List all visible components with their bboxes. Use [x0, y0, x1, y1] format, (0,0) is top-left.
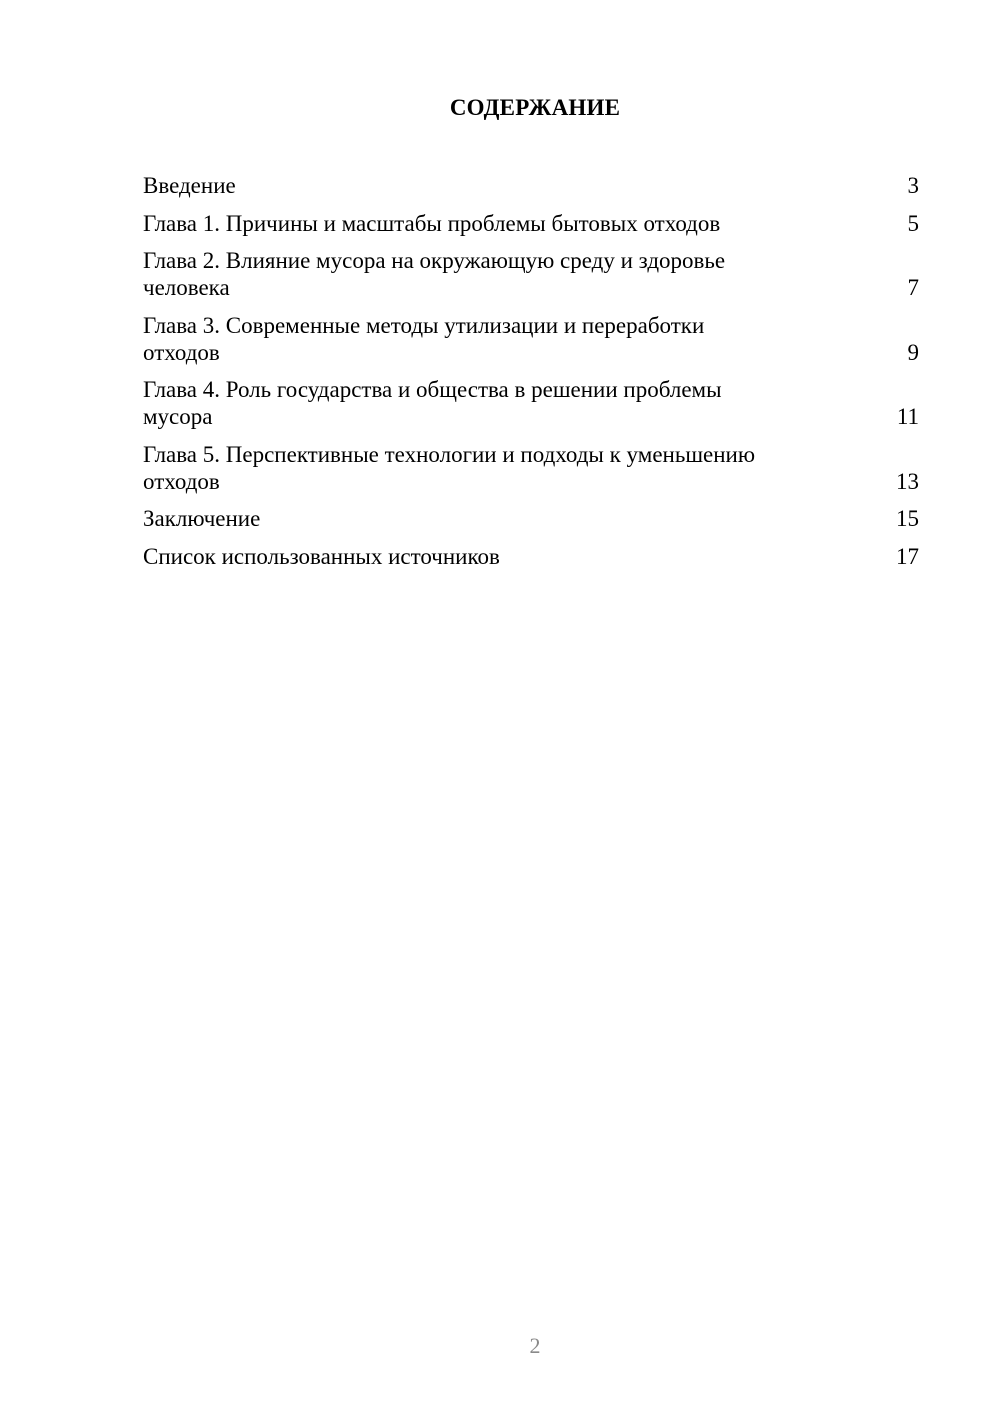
toc-entry-chapter-2[interactable]: [143, 247, 919, 301]
toc-entry-introduction[interactable]: [143, 172, 919, 199]
toc-entry-title: Введение: [143, 173, 236, 198]
toc-entry-conclusion[interactable]: [143, 505, 919, 532]
toc-entry-page: 5: [907, 210, 919, 236]
toc-entry-page: 15: [896, 506, 919, 531]
toc-entry-title: Глава 5. Перспективные технологии и подходы к уменьшению отходов: [143, 441, 756, 494]
toc-entry-title: Глава 4. Роль государства и общества в решении проблемы мусора: [143, 377, 722, 429]
toc-entry-title: Глава 2. Влияние мусора на окружающую среду и здоровье человека: [143, 248, 726, 300]
toc-entry-references[interactable]: [143, 543, 919, 570]
page-title: СОДЕРЖАНИЕ: [449, 95, 621, 120]
toc-entry-title: Заключение: [143, 506, 261, 531]
page-number: 2: [529, 1333, 541, 1358]
toc-entry-page: 13: [896, 468, 919, 494]
toc-entry-page: 9: [907, 339, 919, 365]
toc-entry-page: 7: [907, 275, 919, 300]
toc-entry-title: Глава 3. Современные методы утилизации и переработки отходов: [143, 312, 705, 365]
toc-entry-title: Список использованных источников: [143, 543, 500, 569]
toc-entry-page: 3: [907, 173, 919, 198]
toc-entry-title: Глава 1. Причины и масштабы проблемы бытовых отходов: [143, 210, 721, 236]
toc-entry-chapter-3[interactable]: [143, 312, 919, 366]
toc-entry-page: 11: [896, 404, 919, 429]
toc-entry-chapter-5[interactable]: [143, 441, 919, 495]
toc-entry-page: 17: [896, 543, 919, 569]
toc-entry-chapter-4[interactable]: [143, 376, 919, 430]
table-of-contents: [143, 172, 919, 580]
toc-entry-chapter-1[interactable]: [143, 210, 919, 237]
